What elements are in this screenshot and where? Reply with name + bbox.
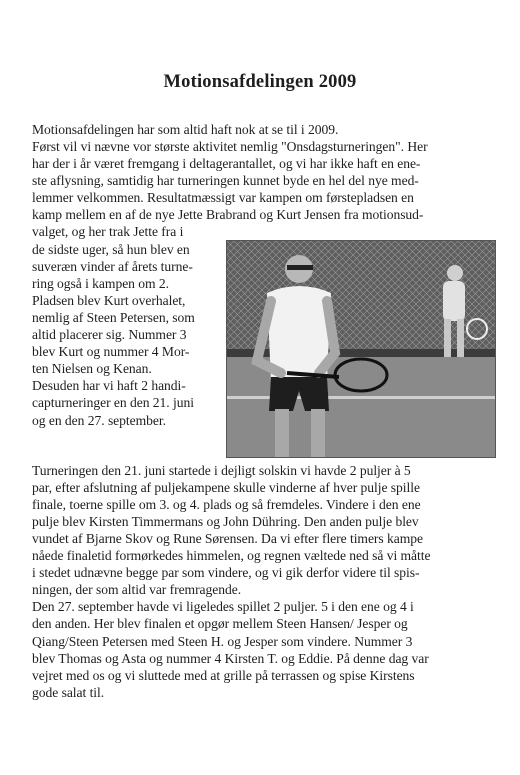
text-line: altid placerer sig. Nummer 3	[32, 327, 187, 342]
article-title: Motionsafdelingen 2009	[163, 72, 357, 92]
text-line: Turneringen den 21. juni startede i dejligt solskin vi havde 2 puljer à 5	[32, 463, 411, 478]
text-line: suveræn vinder af årets turne-	[32, 259, 193, 274]
text-line: den anden. Her blev finalen et opgør mellem Steen Hansen/ Jesper og	[32, 616, 408, 631]
text-line: capturneringer en den 21. juni	[32, 395, 194, 410]
text-line: finale, toerne spille om 3. og 4. plads og så fremdeles. Vindere i den ene	[32, 497, 421, 512]
text-line: Desuden har vi haft 2 handi-	[32, 378, 186, 393]
text-line: Motionsafdelingen har som altid haft nok at se til i 2009.	[32, 122, 339, 137]
text-line: i stedet udnævne begge par som vindere, og vi gik derfor videre til spis-	[32, 565, 420, 580]
tennis-photo	[226, 240, 496, 458]
text-line: blev Kurt og nummer 4 Mor-	[32, 344, 190, 359]
text-line: par, efter afslutning af puljekampene skulle vinderne af hver pulje spille	[32, 480, 420, 495]
text-line: Den 27. september havde vi ligeledes spillet 2 puljer. 5 i den ene og 4 i	[32, 599, 414, 614]
text-line: vundet af Bjarne Skov og Rune Sørensen. Da vi efter flere timers kampe	[32, 531, 423, 546]
text-line: har der i år været fremgang i deltagerantallet, og vi har ikke haft en ene-	[32, 156, 421, 171]
text-line: kamp mellem en af de nye Jette Brabrand og Kurt Jensen fra motionsud-	[32, 207, 424, 222]
text-line: valget, og her trak Jette fra i	[32, 224, 184, 239]
text-line: Først vil vi nævne vor største aktivitet nemlig "Onsdagsturneringen". Her	[32, 139, 428, 154]
text-line: gode salat til.	[32, 685, 105, 700]
text-line: ten Nielsen og Kenan.	[32, 361, 152, 376]
text-line: ring også i kampen om 2.	[32, 276, 169, 291]
text-line: blev Thomas og Asta og nummer 4 Kirsten T. og Eddie. På denne dag var	[32, 651, 429, 666]
text-line: ste aflysning, samtidig har turneringen kunnet byde en hel del nye med-	[32, 173, 419, 188]
text-line: lemmer velkommen. Resultatmæssigt var kampen om førstepladsen en	[32, 190, 414, 205]
text-line: og en den 27. september.	[32, 413, 166, 428]
text-line: pulje blev Kirsten Timmermans og John Dühring. Den anden pulje blev	[32, 514, 419, 529]
text-line: vejret med os og vi sluttede med at grille på terrassen og spise Kirstens	[32, 668, 415, 683]
text-line: Pladsen blev Kurt overhalet,	[32, 293, 186, 308]
text-line: nemlig af Steen Petersen, som	[32, 310, 195, 325]
text-line: de sidste uger, så hun blev en	[32, 242, 190, 257]
text-line: Qiang/Steen Petersen med Steen H. og Jesper som vindere. Nummer 3	[32, 634, 413, 649]
text-line: nåede finaletid formørkedes himmelen, og regnen væltede ned så vi måtte	[32, 548, 431, 563]
text-line: ningen, der som altid var fremragende.	[32, 582, 242, 597]
